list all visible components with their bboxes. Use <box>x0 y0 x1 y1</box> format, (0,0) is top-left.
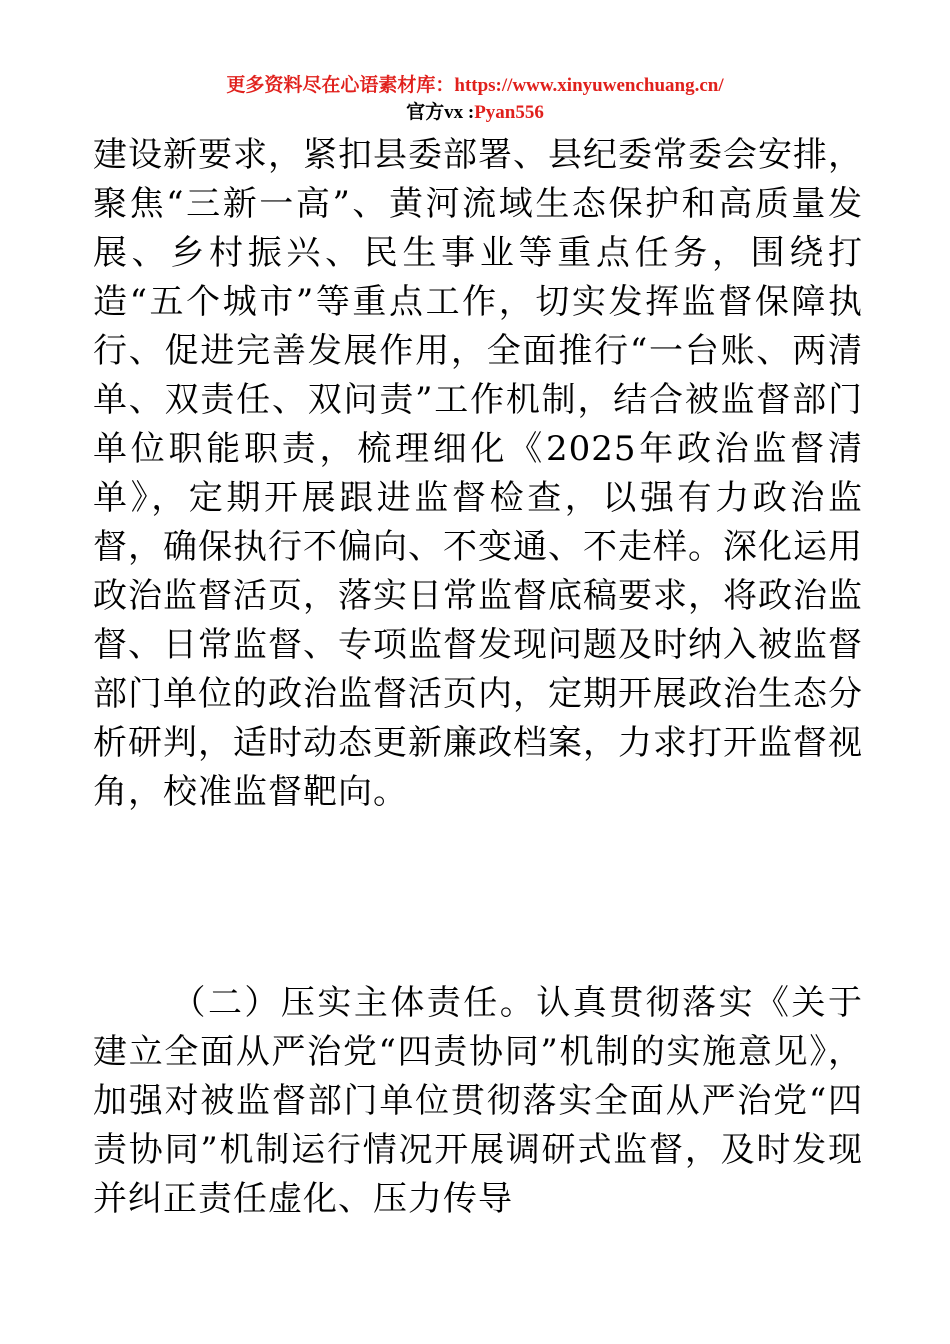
page-header <box>0 72 950 126</box>
contact-label: 官方vx : <box>406 102 475 123</box>
body-paragraph-1: 建设新要求，紧扣县委部署、县纪委常委会安排，聚焦“三新一高”、黄河流域生态保护和高质量发展、乡村振兴、民生事业等重点任务，围绕打造“五个城市”等重点工作，切实发挥监督保障执行、促进完善发展作用，全面推行“一台账、两清单、双责任、双问责”工作机制，结合被监督部门单位职能职责，梳理细化《2025年政治监督清单》，定期开展跟进监督检查，以强有力政治监督，确保执行不偏向、不变通、不走样。深化运用政治监督活页，落实日常监督底稿要求，将政治监督、日常监督、专项监督发现问题及时纳入被监督部门单位的政治监督活页内，定期开展政治生态分析研判，适时动态更新廉政档案，力求打开监督视角，校准监督靶向。 <box>93 135 863 812</box>
contact-line <box>0 99 950 126</box>
contact-handle: Pyan556 <box>474 102 544 123</box>
body-paragraph-2-text: （二）压实主体责任。认真贯彻落实《关于建立全面从严治党“四责协同”机制的实施意见》，加强对被监督部门单位贯彻落实全面从严治党“四责协同”机制运行情况开展调研式监督，及时发现并纠正责任虚化、压力传导 <box>93 983 863 1219</box>
body-paragraph-2 <box>93 979 863 1224</box>
promo-line: 更多资料尽在心语素材库：https://www.xinyuwenchuang.cn/ <box>226 75 724 96</box>
